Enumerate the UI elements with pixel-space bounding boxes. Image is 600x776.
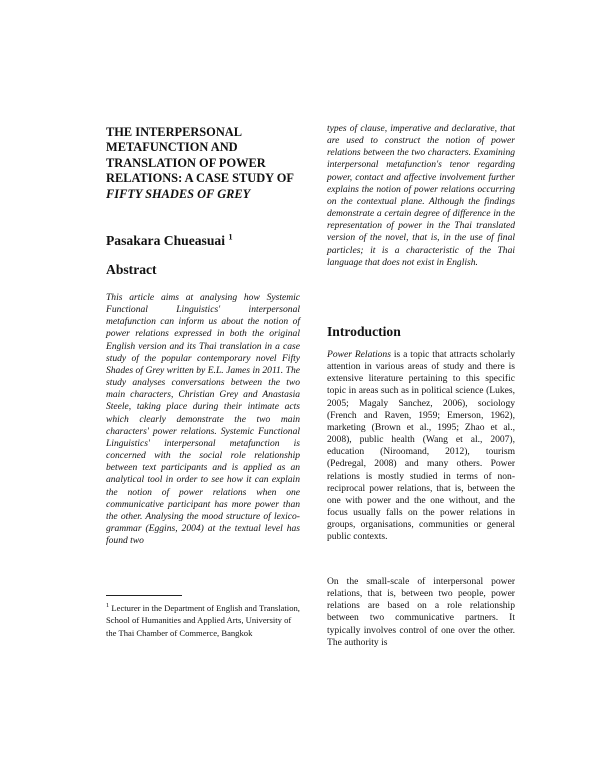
paper-title (106, 125, 300, 202)
abstract-text: This article aims at analysing how Systemic Functional Linguistics' interpersonal metafunction can inform us about the notion of power relations expressed in both the original English version and its Thai translation in a case study of the popular contemporary novel Fifty Shades of Grey written by E.L. James in 2011. The study analyses conversations between the two main characters, Christian Grey and Anastasia Steele, taking place during their intimate acts which clearly demonstrate the two main characters' power relations. Systemic Functional Linguistics' interpersonal metafunction is concerned with the social role relationship between text participants and is applied as an analytical tool in order to see how it can explain the notion of power relations when one communicative participant has more power than the other. Analysing the mood structure of lexico-grammar (Eggins, 2004) at the textual level has found two (106, 292, 300, 547)
footnote-mark: 1 (106, 602, 110, 610)
author-footnote-mark: 1 (228, 231, 233, 242)
title-italic: FIFTY SHADES OF GREY (106, 186, 251, 201)
footnote-text: Lecturer in the Department of English and Translation, School of Humanities and Applied Arts, University of the Thai Chamber of Commerce, Bangkok (106, 603, 300, 638)
title-main: THE INTERPERSONAL METAFUNCTION AND TRANSLATION OF POWER RELATIONS: A CASE STUDY OF (106, 125, 294, 186)
author-name (106, 233, 233, 249)
abstract-heading: Abstract (106, 262, 157, 277)
introduction-heading: Introduction (327, 324, 401, 339)
intro-p1-text: is a topic that attracts scholarly attention in various areas of study and there is extensive literature pertaining to this specific topic in areas such as in political science (Lukes, 2005; Magaly Sanchez, 2006), sociology (French and Raven, 1959; Emerson, 1962), marketing (Brown et al., 1995; Zhao et al., 2008), public health (Wang et al., 2007), education (Niroomand, 2012), tourism (Pedregal, 2008) and many others. Power relations is mostly studied in terms of non-reciprocal power relations, that is, between the one with power and the one without, and the focus usually falls on the power relations in groups, organisations, communities or general public contexts. (327, 349, 516, 543)
intro-paragraph-1 (327, 349, 515, 544)
footnote (106, 602, 300, 639)
footnote-divider (106, 595, 182, 596)
intro-term: Power Relations (327, 349, 391, 360)
abstract-text-continued: types of clause, imperative and declarative, that are used to construct the notion of power relations between the two characters. Examining interpersonal metafunction's tenor regarding power, contact and affective involvement further explains the notion of power relations occurring on the contextual plane. Although the findings demonstrate a certain degree of difference in the representation of power in the Thai translated version of the novel, that is, in the use of final particles; it is a characteristic of the Thai language that does not exist in English. (327, 123, 515, 268)
author-name-text: Pasakara Chueasuai (106, 233, 225, 248)
intro-paragraph-2: On the small-scale of interpersonal power relations, that is, between two people, power relations are based on a role relationship between two communicative partners. It typically involves control of one over the other. The authority is (327, 576, 515, 648)
